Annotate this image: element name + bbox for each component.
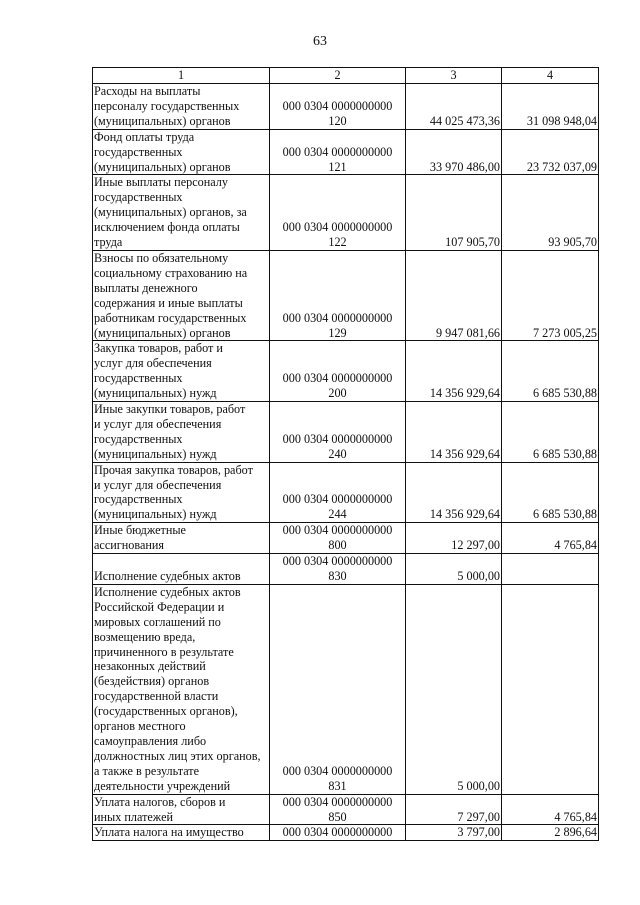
row-value-col3-cell: 5 000,00 bbox=[406, 554, 502, 585]
row-code-cell: 000 0304 0000000000 122 bbox=[270, 175, 406, 251]
table-row bbox=[93, 129, 599, 175]
row-code-cell: 000 0304 0000000000 800 bbox=[270, 523, 406, 554]
table-row bbox=[93, 402, 599, 463]
column-header-2: 2 bbox=[270, 68, 406, 84]
row-name-cell: Закупка товаров, работ и услуг для обеспечения государственных (муниципальных) нужд bbox=[93, 341, 270, 402]
row-name-cell: Прочая закупка товаров, работ и услуг для обеспечения государственных (муниципальных) нужд bbox=[93, 462, 270, 523]
row-value-col3-cell: 14 356 929,64 bbox=[406, 402, 502, 463]
row-code-cell: 000 0304 0000000000 120 bbox=[270, 84, 406, 130]
table-row bbox=[93, 84, 599, 130]
row-name-cell: Исполнение судебных актов bbox=[93, 554, 270, 585]
table-header-row bbox=[93, 68, 599, 84]
row-code-cell: 000 0304 0000000000 129 bbox=[270, 250, 406, 340]
row-value-col3-cell: 9 947 081,66 bbox=[406, 250, 502, 340]
table-row bbox=[93, 825, 599, 841]
row-value-col4-cell: 31 098 948,04 bbox=[502, 84, 599, 130]
row-value-col3-cell: 44 025 473,36 bbox=[406, 84, 502, 130]
row-name-cell: Расходы на выплаты персоналу государственных (муниципальных) органов bbox=[93, 84, 270, 130]
row-name-cell: Фонд оплаты труда государственных (муниципальных) органов bbox=[93, 129, 270, 175]
row-value-col4-cell bbox=[502, 554, 599, 585]
table-body bbox=[93, 84, 599, 841]
table-row bbox=[93, 584, 599, 794]
table-row bbox=[93, 341, 599, 402]
row-value-col4-cell: 4 765,84 bbox=[502, 523, 599, 554]
row-code-cell: 000 0304 0000000000 244 bbox=[270, 462, 406, 523]
row-value-col3-cell: 33 970 486,00 bbox=[406, 129, 502, 175]
column-header-3: 3 bbox=[406, 68, 502, 84]
table-row bbox=[93, 462, 599, 523]
column-header-1: 1 bbox=[93, 68, 270, 84]
row-value-col4-cell: 93 905,70 bbox=[502, 175, 599, 251]
row-value-col3-cell: 14 356 929,64 bbox=[406, 341, 502, 402]
row-value-col4-cell: 23 732 037,09 bbox=[502, 129, 599, 175]
column-header-4: 4 bbox=[502, 68, 599, 84]
row-code-cell: 000 0304 0000000000 121 bbox=[270, 129, 406, 175]
row-value-col4-cell: 6 685 530,88 bbox=[502, 462, 599, 523]
row-code-cell: 000 0304 0000000000 850 bbox=[270, 794, 406, 825]
row-value-col4-cell: 7 273 005,25 bbox=[502, 250, 599, 340]
row-value-col3-cell: 3 797,00 bbox=[406, 825, 502, 841]
row-value-col4-cell: 6 685 530,88 bbox=[502, 341, 599, 402]
row-name-cell: Иные выплаты персоналу государственных (муниципальных) органов, за исключением фонда оплаты труда bbox=[93, 175, 270, 251]
row-value-col4-cell: 4 765,84 bbox=[502, 794, 599, 825]
row-name-cell: Уплата налогов, сборов и иных платежей bbox=[93, 794, 270, 825]
table-row bbox=[93, 523, 599, 554]
row-name-cell: Взносы по обязательному социальному страхованию на выплаты денежного содержания и иные выплаты работникам государственных (муниципальных) органов bbox=[93, 250, 270, 340]
row-value-col3-cell: 7 297,00 bbox=[406, 794, 502, 825]
table-row bbox=[93, 250, 599, 340]
table-row bbox=[93, 794, 599, 825]
row-code-cell: 000 0304 0000000000 240 bbox=[270, 402, 406, 463]
page-number: 63 bbox=[313, 34, 327, 49]
row-value-col4-cell bbox=[502, 584, 599, 794]
row-value-col3-cell: 12 297,00 bbox=[406, 523, 502, 554]
budget-table bbox=[92, 67, 599, 841]
row-code-cell: 000 0304 0000000000 831 bbox=[270, 584, 406, 794]
row-value-col4-cell: 2 896,64 bbox=[502, 825, 599, 841]
row-code-cell: 000 0304 0000000000 bbox=[270, 825, 406, 841]
row-value-col3-cell: 107 905,70 bbox=[406, 175, 502, 251]
row-value-col3-cell: 14 356 929,64 bbox=[406, 462, 502, 523]
row-code-cell: 000 0304 0000000000 830 bbox=[270, 554, 406, 585]
table-row bbox=[93, 554, 599, 585]
row-name-cell: Исполнение судебных актов Российской Федерации и мировых соглашений по возмещению вреда, причиненного в результате незаконных действий (бездействия) органов государственной власти (государственных органов), органов местного самоуправления либо должностных лиц этих органов, а также в результате деятельности учреждений bbox=[93, 584, 270, 794]
row-value-col3-cell: 5 000,00 bbox=[406, 584, 502, 794]
row-name-cell: Уплата налога на имущество bbox=[93, 825, 270, 841]
row-name-cell: Иные закупки товаров, работ и услуг для обеспечения государственных (муниципальных) нужд bbox=[93, 402, 270, 463]
table-row bbox=[93, 175, 599, 251]
row-value-col4-cell: 6 685 530,88 bbox=[502, 402, 599, 463]
row-code-cell: 000 0304 0000000000 200 bbox=[270, 341, 406, 402]
row-name-cell: Иные бюджетные ассигнования bbox=[93, 523, 270, 554]
